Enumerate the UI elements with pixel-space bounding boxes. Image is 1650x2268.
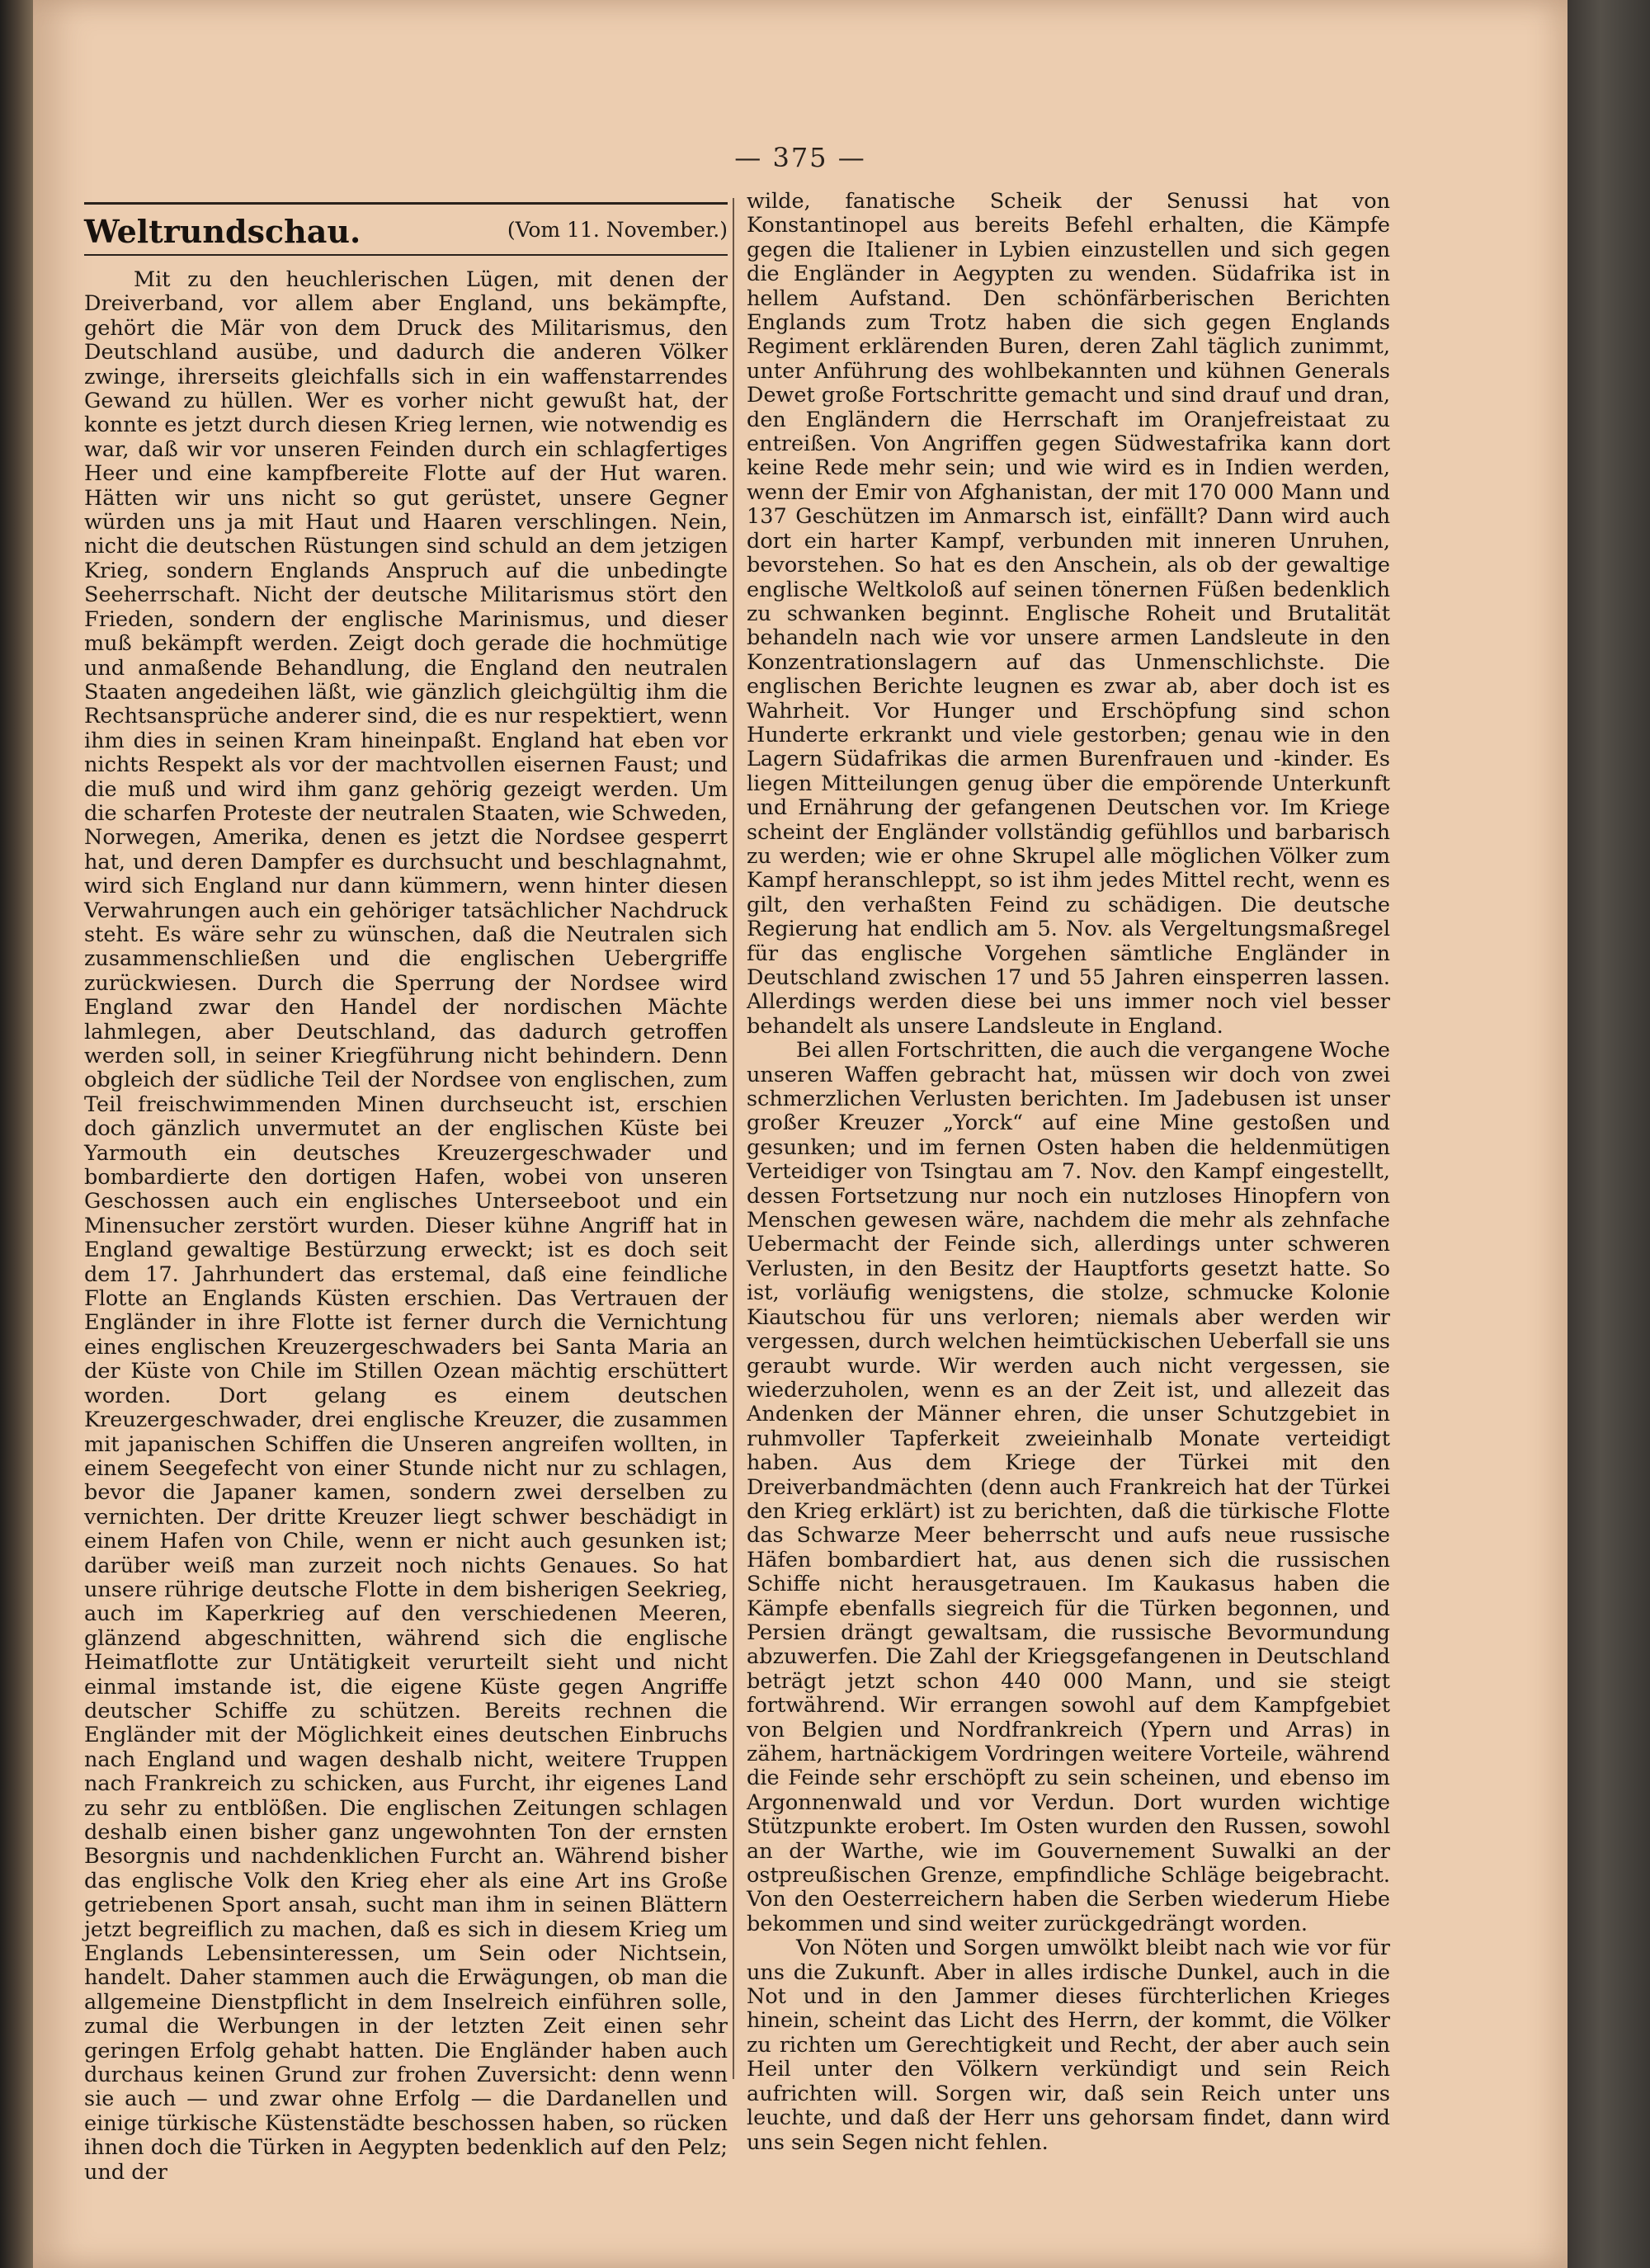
article-date: (Vom 11. November.) [507, 218, 728, 242]
right-paragraph-3: Von Nöten und Sorgen umwölkt bleibt nach wie vor für uns die Zukunft. Aber in alles irdische Dunkel, auch in die Not und in den Jammer dieses fürchterlichen Krieges hinein, scheint das Licht des Herrn, der kommt, die Völker zu richten um Gerechtigkeit und Recht, der aber auch sein Heil unter den Völkern verkündigt und sein Reich aufrichten will. Sorgen wir, daß sein Reich unter uns leuchte, und daß der Herr uns gehorsam findet, dann wird uns sein Segen nicht fehlen. [747, 1936, 1390, 2155]
right-column [747, 190, 1390, 2155]
book-left-edge [0, 0, 33, 2268]
right-paragraph-1: wilde, fanatische Scheik der Senussi hat von Konstantinopel aus bereits Befehl erhalten, die Kämpfe gegen die Italiener in Lybien einzustellen und sich gegen die Engländer in Aegypten zu wenden. Südafrika ist in hellem Aufstand. Den schönfärberischen Berichten Englands zum Trotz haben die sich gegen Englands Regiment erklärenden Buren, deren Zahl täglich zunimmt, unter Anführung des wohlbekannten und kühnen Generals Dewet große Fortschritte gemacht und sind drauf und dran, den Engländern die Herrschaft im Oranjefreistaat zu entreißen. Von Angriffen gegen Südwestafrika kann dort keine Rede mehr sein; und wie wird es in Indien werden, wenn der Emir von Afghanistan, der mit 170 000 Mann und 137 Geschützen im Anmarsch ist, einfällt? Dann wird auch dort ein harter Kampf, verbunden mit inneren Unruhen, bevorstehen. So hat es den Anschein, als ob der gewaltige englische Weltkoloß auf seinen tönernen Füßen bedenklich zu schwanken beginnt. Englische Roheit und Brutalität behandeln nach wie vor unsere armen Landsleute in den Konzentrationslagern auf das Unmenschlichste. Die englischen Berichte leugnen es zwar ab, aber doch ist es Wahrheit. Vor Hunger und Erschöpfung sind schon Hunderte erkrankt und viele gestorben; genau wie in den Lagern Südafrikas die armen Burenfrauen und -kinder. Es liegen Mitteilungen genug über die empörende Unterkunft und Ernährung der gefangenen Deutschen vor. Im Kriege scheint der Engländer vollständig gefühllos und barbarisch zu werden; wie er ohne Skrupel alle möglichen Völker zum Kampf heranschleppt, so ist ihm jedes Mittel recht, wenn es gilt, den verhaßten Feind zu schädigen. Die deutsche Regierung hat endlich am 5. Nov. als Vergeltungsmaßregel für das englische Vorgehen sämtliche Engländer in Deutschland zwischen 17 und 55 Jahren einsperren lassen. Allerdings werden diese bei uns immer noch viel besser behandelt als unsere Landsleute in England. [747, 189, 1390, 1039]
left-paragraph-1: Mit zu den heuchlerischen Lügen, mit denen der Dreiverband, vor allem aber England, uns bekämpfte, gehört die Mär von dem Druck des Militarismus, den Deutschland ausübe, und dadurch die anderen Völker zwinge, ihrerseits gleichfalls sich in ein waffenstarrendes Gewand zu hüllen. Wer es vorher nicht gewußt hat, der konnte es jetzt durch diesen Krieg lernen, wie notwendig es war, daß wir vor unseren Feinden durch ein schlagfertiges Heer und eine kampfbereite Flotte auf der Hut waren. Hätten wir uns nicht so gut gerüstet, unsere Gegner würden uns ja mit Haut und Haaren verschlingen. Nein, nicht die deutschen Rüstungen sind schuld an dem jetzigen Krieg, sondern Englands Anspruch auf die unbedingte Seeherrschaft. Nicht der deutsche Militarismus stört den Frieden, sondern der englische Marinismus, und dieser muß bekämpft werden. Zeigt doch gerade die hochmütige und anmaßende Behandlung, die England den neutralen Staaten angedeihen läßt, wie gänzlich gleichgültig ihm die Rechtsansprüche anderer sind, die es nur respektiert, wenn ihm dies in seinen Kram hineinpaßt. England hat eben vor nichts Respekt als vor der machtvollen eisernen Faust; und die muß und wird ihm ganz gehörig gezeigt werden. Um die scharfen Proteste der neutralen Staaten, wie Schweden, Norwegen, Amerika, denen es jetzt die Nordsee gesperrt hat, und deren Dampfer es durchsucht und beschlagnahmt, wird sich England nur dann kümmern, wenn hinter diesen Verwahrungen auch ein gehöriger tatsächlicher Nachdruck steht. Es wäre sehr zu wünschen, daß die Neutralen sich zusammenschließen und die englischen Uebergriffe zurückwiesen. Durch die Sperrung der Nordsee wird England zwar den Handel der nordischen Mächte lahmlegen, aber Deutschland, das dadurch getroffen werden soll, in seiner Kriegführung nicht behindern. Denn obgleich der südliche Teil der Nordsee von englischen, zum Teil freischwimmenden Minen durchseucht ist, erschien doch gänzlich unvermutet an der englischen Küste bei Yarmouth ein deutsches Kreuzergeschwader und bombardierte den dortigen Hafen, wobei von unseren Geschossen auch ein englisches Unterseeboot und ein Minensucher zerstört wurden. Dieser kühne Angriff hat in England gewaltige Bestürzung erweckt; ist es doch seit dem 17. Jahrhundert das erstemal, daß eine feindliche Flotte an Englands Küsten erschien. Das Vertrauen der Engländer in ihre Flotte ist ferner durch die Vernichtung eines englischen Kreuzergeschwaders bei Santa Maria an der Küste von Chile im Stillen Ozean mächtig erschüttert worden. Dort gelang es einem deutschen Kreuzergeschwader, drei englische Kreuzer, die zusammen mit japanischen Schiffen die Unseren angreifen wollten, in einem Seegefecht von einer Stunde nicht nur zu schlagen, bevor die Japaner kamen, sondern zwei derselben zu vernichten. Der dritte Kreuzer liegt schwer beschädigt in einem Hafen von Chile, wenn er nicht auch gesunken ist; darüber weiß man zurzeit noch nichts Genaues. So hat unsere rührige deutsche Flotte in dem bisherigen Seekrieg, auch im Kaperkrieg auf den verschiedenen Meeren, glänzend abgeschnitten, während sich die englische Heimatflotte zur Untätigkeit verurteilt sieht und nicht einmal imstande ist, die eigene Küste gegen Angriffe deutscher Schiffe zu schützen. Bereits rechnen die Engländer mit der Möglichkeit eines deutschen Einbruchs nach England und wagen deshalb nicht, weitere Truppen nach Frankreich zu schicken, aus Furcht, ihr eigenes Land zu sehr zu entblößen. Die englischen Zeitungen schlagen deshalb einen bisher ganz ungewohnten Ton der ernsten Besorgnis und nachdenklichen Furcht an. Während bisher das englische Volk den Krieg eher als eine Art ins Große getriebenen Sport ansah, sucht man ihm in seinen Blättern jetzt begreiflich zu machen, daß es sich in diesem Krieg um Englands Lebensinteressen, um Sein oder Nichtsein, handelt. Daher stammen auch die Erwägungen, ob man die allgemeine Dienstpflicht in dem Inselreich einführen solle, zumal die Werbungen in der letzten Zeit einen sehr geringen Erfolg gehabt hatten. Die Engländer haben auch durchaus keinen Grund zur frohen Zuversicht: denn wenn sie auch — und zwar ohne Erfolg — die Dardanellen und einige türkische Küstenstädte beschossen haben, so rücken ihnen doch die Türken in Aegypten bedenklich auf den Pelz; und der [84, 267, 728, 2185]
column-divider [733, 198, 734, 2079]
article-title: Weltrundschau. [84, 213, 361, 250]
left-column [84, 268, 728, 2185]
page-number: — 375 — [734, 142, 866, 173]
header-rule-left [84, 202, 728, 205]
right-paragraph-2: Bei allen Fortschritten, die auch die vergangene Woche unseren Waffen gebracht hat, müssen wir doch von zwei schmerzlichen Verlusten berichten. Im Jadebusen ist unser großer Kreuzer „Yorck“ auf eine Mine gestoßen und gesunken; und im fernen Osten haben die heldenmütigen Verteidiger von Tsingtau am 7. Nov. den Kampf eingestellt, dessen Fortsetzung nur noch ein nutzloses Hinopfern von Menschen gewesen wäre, nachdem die mehr als zehnfache Uebermacht der Feinde sich, allerdings unter schweren Verlusten, in den Besitz der Hauptforts gesetzt hatte. So ist, vorläufig wenigstens, die stolze, schmucke Kolonie Kiautschou für uns verloren; niemals aber werden wir vergessen, durch welchen heimtückischen Ueberfall sie uns geraubt wurde. Wir werden auch nicht vergessen, sie wiederzuholen, wenn es an der Zeit ist, und allezeit das Andenken der Männer ehren, die unser Schutzgebiet in ruhmvoller Tapferkeit zweieinhalb Monate verteidigt haben. Aus dem Kriege der Türkei mit den Dreiverbandmächten (denn auch Frankreich hat der Türkei den Krieg erklärt) ist zu berichten, daß die türkische Flotte das Schwarze Meer beherrscht und aufs neue russische Häfen bombardiert hat, aus denen sich die russischen Schiffe nicht herausgetrauen. Im Kaukasus haben die Kämpfe ebenfalls siegreich für die Türken begonnen, und Persien drängt gewaltsam, die russische Bevormundung abzuwerfen. Die Zahl der Kriegsgefangenen in Deutschland beträgt jetzt schon 440 000 Mann, und sie steigt fortwährend. Wir errangen sowohl auf dem Kampfgebiet von Belgien und Nordfrankreich (Ypern und Arras) in zähem, hartnäckigem Vordringen weitere Vorteile, während die Feinde sehr erschöpft zu sein scheinen, und ebenso im Argonnenwald und vor Verdun. Dort wurden wichtige Stützpunkte erobert. Im Osten wurden den Russen, sowohl an der Warthe, wie im Gouvernement Suwalki an der ostpreußischen Grenze, empfindliche Schläge beigebracht. Von den Oesterreichern haben die Serben wiederum Hiebe bekommen und sind weiter zurückgedrängt worden. [747, 1038, 1390, 1936]
article-heading [84, 213, 728, 249]
book-binding [1568, 0, 1650, 2268]
title-rule [84, 254, 728, 256]
